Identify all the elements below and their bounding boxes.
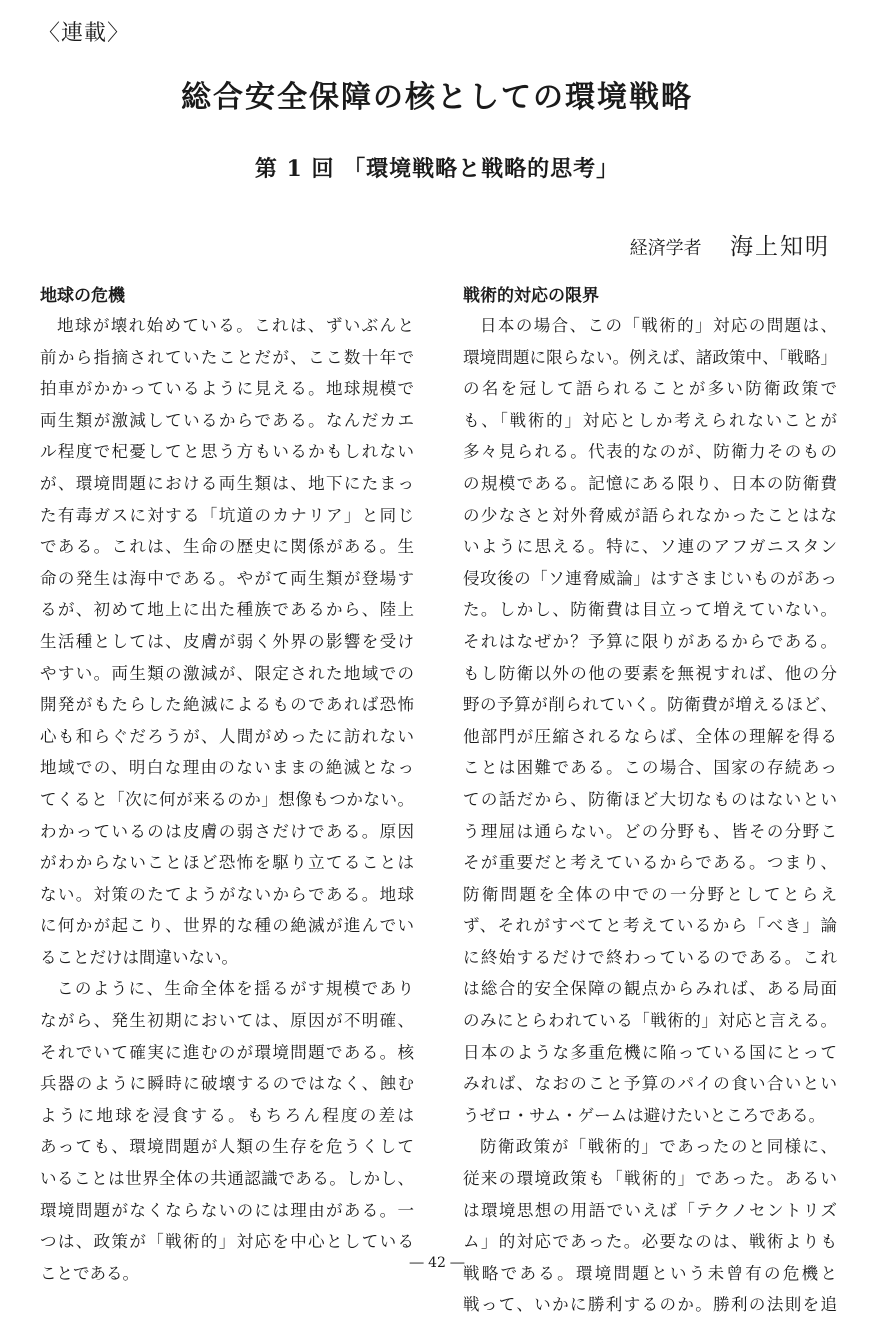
text-line: う理屈は通らない。どの分野も、皆その分野こ bbox=[463, 821, 837, 841]
text-line: に終始するだけで終わっているのである。これ bbox=[463, 947, 837, 967]
text-line: ル程度で杞憂してと思う方もいるかもしれない bbox=[40, 442, 414, 462]
text-line: の規模である。記憶にある限り、日本の防衛費 bbox=[463, 473, 837, 493]
right-column bbox=[463, 282, 837, 1321]
text-line: 両生類が激減しているからである。なんだカエ bbox=[40, 410, 414, 430]
text-line: 開発がもたらした絶滅によるものであれば恐怖 bbox=[40, 695, 414, 715]
text-line: 前から指摘されていたことだが、ここ数十年で bbox=[40, 347, 414, 367]
text-line: ことである。 bbox=[40, 1263, 139, 1283]
text-line: 拍車がかかっているように見える。地球規模で bbox=[40, 379, 414, 399]
text-line: ことは困難である。この場合、国家の存続あっ bbox=[463, 758, 837, 778]
text-line: いように思える。特に、ソ連のアフガニスタン bbox=[463, 537, 837, 557]
text-line: それでいて確実に進むのが環境問題である。核 bbox=[40, 1042, 414, 1062]
text-line: は総合的安全保障の観点からみれば、ある局面 bbox=[463, 979, 837, 999]
text-line: 地球が壊れ始めている。これは、ずいぶんと bbox=[57, 316, 414, 335]
text-line: である。これは、生命の歴史に関係がある。生 bbox=[40, 537, 414, 557]
text-line: た。しかし、防衛費は目立って増えていない。 bbox=[463, 600, 837, 620]
text-line: るが、初めて地上に出た種族であるから、陸上 bbox=[40, 600, 414, 620]
text-line: それはなぜか？予算に限りがあるからである。 bbox=[463, 631, 837, 651]
author-byline bbox=[630, 228, 830, 261]
text-line: ように地球を浸食する。もちろん程度の差は bbox=[40, 1105, 414, 1125]
text-line: そが重要だと考えているからである。つまり、 bbox=[463, 853, 837, 873]
text-line: が、環境問題における両生類は、地下にたまっ bbox=[40, 473, 414, 493]
text-line: わかっているのは皮膚の弱さだけである。原因 bbox=[40, 821, 414, 841]
text-line: ム」的対応であった。必要なのは、戦術よりも bbox=[463, 1232, 837, 1252]
text-line: の少なさと対外脅威が語られなかったことはな bbox=[463, 505, 837, 525]
text-line: 命の発生は海中である。やがて両生類が登場す bbox=[40, 568, 414, 588]
text-line: 戦って、いかに勝利するのか。勝利の法則を追 bbox=[463, 1295, 837, 1315]
text-line: つは、政策が「戦術的」対応を中心としている bbox=[40, 1232, 414, 1252]
text-line: 生活種としては、皮膚が弱く外界の影響を受け bbox=[40, 631, 414, 651]
text-line: 防衛政策が「戦術的」であったのと同様に、 bbox=[480, 1137, 837, 1157]
text-line: ての話だから、防衛ほど大切なものはないとい bbox=[463, 789, 837, 809]
text-line: ながら、発生初期においては、原因が不明確、 bbox=[40, 1011, 414, 1031]
text-line: 兵器のように瞬時に破壊するのではなく、蝕む bbox=[40, 1074, 414, 1094]
text-line: 他部門が圧縮されるならば、全体の理解を得る bbox=[463, 726, 837, 746]
section-heading: 戦術的対応の限界 bbox=[463, 286, 599, 306]
text-line: あっても、環境問題が人類の生存を危うくして bbox=[40, 1137, 414, 1157]
text-line: がわからないことほど恐怖を駆り立てることは bbox=[40, 853, 414, 873]
text-line: うゼロ・サム・ゲームは避けたいところである。 bbox=[463, 1105, 826, 1125]
author-name: 海上知明 bbox=[730, 234, 830, 260]
text-line: ず、それがすべてと考えているから「べき」論 bbox=[463, 916, 837, 936]
text-line: 地域での、明白な理由のないままの絶滅となっ bbox=[40, 758, 414, 778]
text-line: 戦略である。環境問題という未曾有の危機と bbox=[463, 1263, 837, 1283]
text-line: ることだけは間違いない。 bbox=[40, 947, 238, 967]
left-column bbox=[40, 282, 414, 1289]
series-tag: 〈連載〉 bbox=[38, 21, 131, 46]
article-title: 総合安全保障の核としての環境戦略 bbox=[181, 80, 693, 115]
text-line: てくると「次に何が来るのか」想像もつかない。 bbox=[40, 789, 414, 809]
text-line: 心も和らぐだろうが、人間がめったに訪れない bbox=[40, 726, 414, 746]
text-line: た有毒ガスに対する「坑道のカナリア」と同じ bbox=[40, 505, 414, 525]
text-line: 多々見られる。代表的なのが、防衛力そのもの bbox=[463, 442, 837, 462]
text-line: いることは世界全体の共通認識である。しかし、 bbox=[40, 1169, 414, 1189]
author-role: 経済学者 bbox=[629, 238, 702, 259]
text-line: 環境問題に限らない。例えば、諸政策中、「戦略」 bbox=[463, 347, 837, 367]
text-line: も、「戦術的」対応としか考えられないことが bbox=[463, 410, 837, 430]
page-number: ― 42 ― bbox=[409, 1255, 465, 1271]
text-line: みれば、なおのこと予算のパイの食い合いとい bbox=[463, 1074, 837, 1094]
text-line: ない。対策のたてようがないからである。地球 bbox=[40, 884, 414, 904]
text-line: やすい。両生類の激減が、限定された地域での bbox=[40, 663, 414, 683]
text-line: は環境思想の用語でいえば「テクノセントリズ bbox=[463, 1200, 837, 1220]
text-line: のみにとらわれている「戦術的」対応と言える。 bbox=[463, 1011, 837, 1031]
article-subtitle: 第 1 回 「環境戦略と戦略的思考」 bbox=[254, 156, 620, 182]
text-line: 日本のような多重危機に陥っている国にとって bbox=[463, 1042, 837, 1062]
text-line: の名を冠して語られることが多い防衛政策で bbox=[463, 379, 837, 399]
text-line: 野の予算が削られていく。防衛費が増えるほど、 bbox=[463, 695, 837, 715]
text-line: に何かが起こり、世界的な種の絶滅が進んでい bbox=[40, 916, 414, 936]
text-line: 環境問題がなくならないのには理由がある。一 bbox=[40, 1200, 414, 1220]
text-line: 日本の場合、この「戦術的」対応の問題は、 bbox=[480, 316, 837, 335]
section-heading: 地球の危機 bbox=[40, 286, 125, 306]
text-line: 従来の環境政策も「戦術的」であった。あるい bbox=[463, 1169, 837, 1189]
text-line: もし防衛以外の他の要素を無視すれば、他の分 bbox=[463, 663, 837, 683]
text-line: このように、生命全体を揺るがす規模であり bbox=[57, 979, 414, 999]
text-line: 侵攻後の「ソ連脅威論」はすさまじいものがあっ bbox=[463, 568, 837, 588]
text-line: 防衛問題を全体の中での一分野としてとらえ bbox=[463, 884, 837, 904]
